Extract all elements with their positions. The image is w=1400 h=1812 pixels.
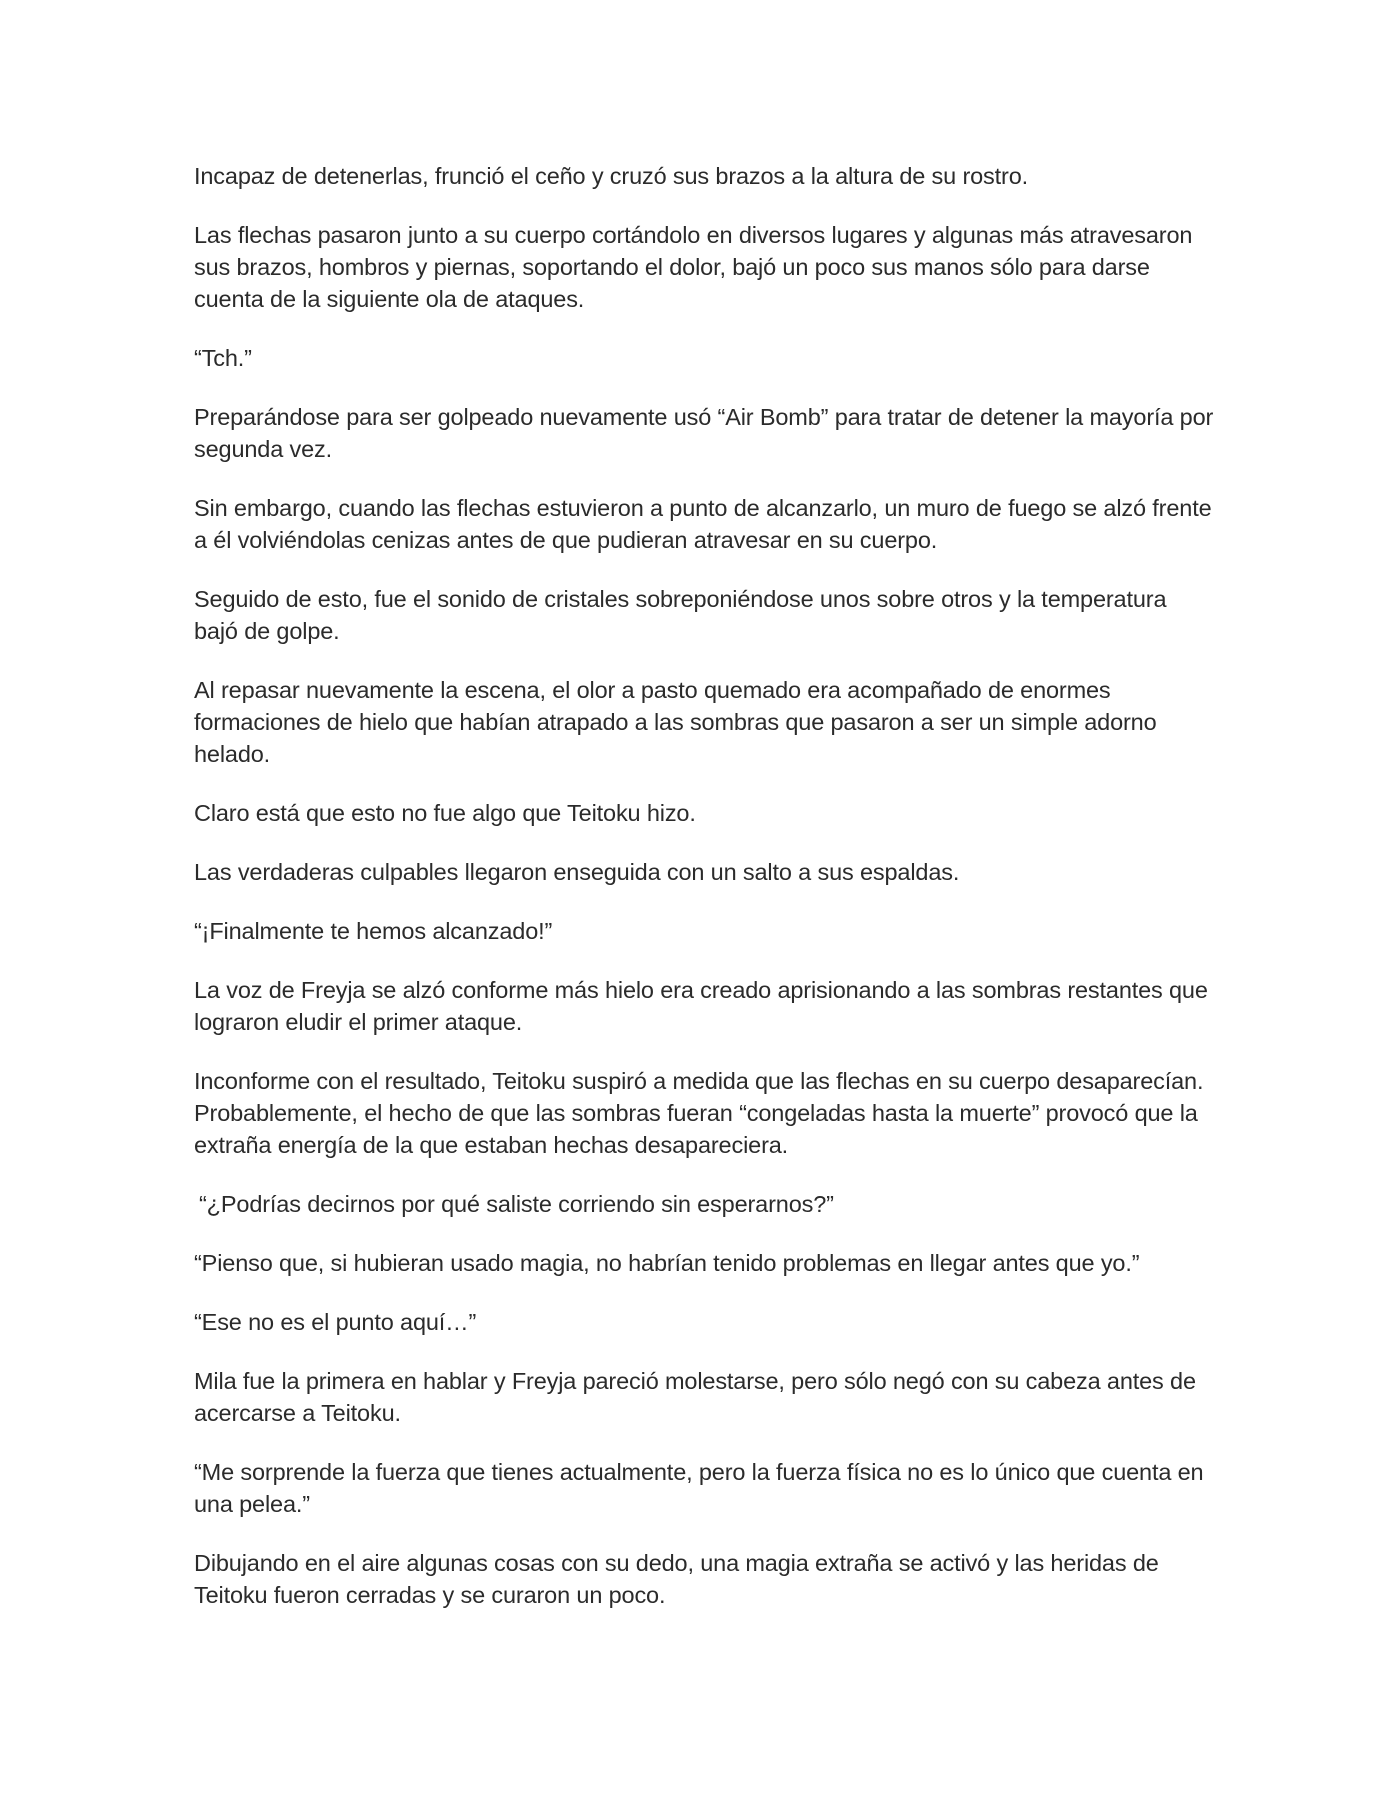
document-body <box>194 160 1214 1638</box>
paragraph: “Tch.” <box>194 345 252 371</box>
paragraph: La voz de Freyja se alzó conforme más hielo era creado aprisionando a las sombras restantes que lograron eludir el primer ataque. <box>194 977 1208 1035</box>
paragraph: “¿Podrías decirnos por qué saliste corriendo sin esperarnos?” <box>199 1191 834 1217</box>
paragraph: Al repasar nuevamente la escena, el olor a pasto quemado era acompañado de enormes formaciones de hielo que habían atrapado a las sombras que pasaron a ser un simple adorno helado. <box>194 677 1157 767</box>
paragraph: Preparándose para ser golpeado nuevamente usó “Air Bomb” para tratar de detener la mayoría por segunda vez. <box>194 404 1214 462</box>
paragraph: Sin embargo, cuando las flechas estuvieron a punto de alcanzarlo, un muro de fuego se alzó frente a él volviéndolas cenizas antes de que pudieran atravesar en su cuerpo. <box>194 495 1212 553</box>
paragraph: Mila fue la primera en hablar y Freyja pareció molestarse, pero sólo negó con su cabeza antes de acercarse a Teitoku. <box>194 1368 1196 1426</box>
paragraph: Dibujando en el aire algunas cosas con su dedo, una magia extraña se activó y las heridas de Teitoku fueron cerradas y se curaron un poco. <box>194 1550 1159 1608</box>
paragraph: Seguido de esto, fue el sonido de cristales sobreponiéndose unos sobre otros y la temperatura bajó de golpe. <box>194 586 1167 644</box>
paragraph: Las flechas pasaron junto a su cuerpo cortándolo en diversos lugares y algunas más atravesaron sus brazos, hombros y piernas, soportando el dolor, bajó un poco sus manos sólo para darse cuenta de la siguiente ola de ataques. <box>194 222 1193 312</box>
paragraph: “Pienso que, si hubieran usado magia, no habrían tenido problemas en llegar antes que yo.” <box>194 1250 1140 1276</box>
paragraph: “Me sorprende la fuerza que tienes actualmente, pero la fuerza física no es lo único que cuenta en una pelea.” <box>194 1459 1204 1517</box>
paragraph: Inconforme con el resultado, Teitoku suspiró a medida que las flechas en su cuerpo desaparecían. Probablemente, el hecho de que las sombras fueran “congeladas hasta la muerte” provocó que la extraña energía de la que estaban hechas desapareciera. <box>194 1068 1204 1158</box>
paragraph: Claro está que esto no fue algo que Teitoku hizo. <box>194 800 696 826</box>
paragraph: Las verdaderas culpables llegaron enseguida con un salto a sus espaldas. <box>194 859 960 885</box>
paragraph: “Ese no es el punto aquí…” <box>194 1309 477 1335</box>
paragraph: Incapaz de detenerlas, frunció el ceño y cruzó sus brazos a la altura de su rostro. <box>194 163 1029 189</box>
paragraph: “¡Finalmente te hemos alcanzado!” <box>194 918 553 944</box>
